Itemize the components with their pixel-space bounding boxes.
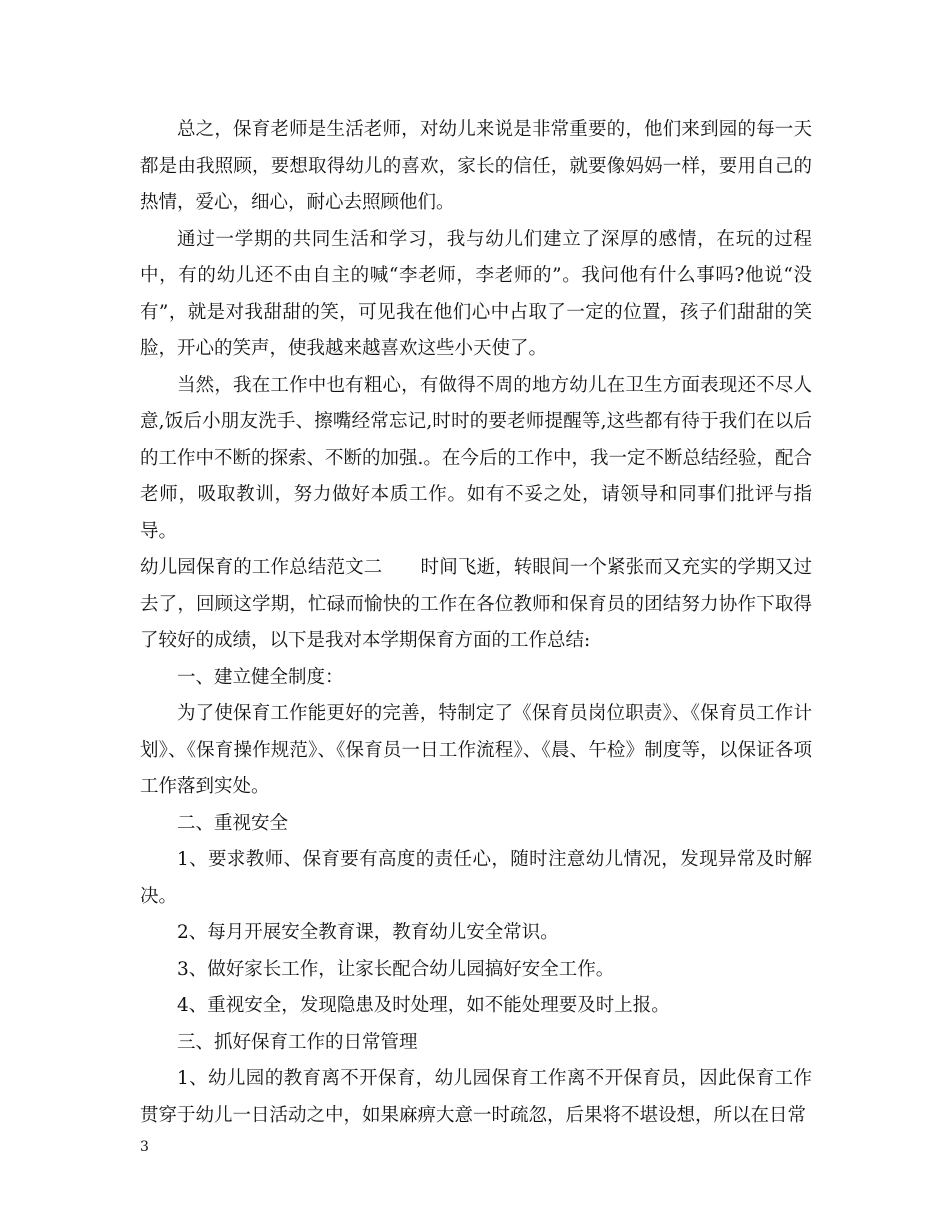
document-body [140, 112, 812, 1134]
heading-daily-management: 三、抓好保育工作的日常管理 [177, 1031, 418, 1053]
list-item-safety-3: 3、做好家长工作，让家长配合幼儿园搞好安全工作。 [177, 958, 615, 980]
list-item-management-1: 1、幼儿园的教育离不开保育，幼儿园保育工作离不开保育员，因此保育工作贯穿于幼儿一日活动之中，如果麻痹大意一时疏忽，后果将不堪设想，所以在日常 [140, 1068, 812, 1126]
paragraph-relationship: 通过一学期的共同生活和学习，我与幼儿们建立了深厚的感情，在玩的过程中，有的幼儿还不由自主的喊“李老师，李老师的”。我问他有什么事吗?他说“没有”，就是对我甜甜的笑，可见我在他们心中占取了一定的位置，孩子们甜甜的笑脸，开心的笑声，使我越来越喜欢这些小天使了。 [140, 228, 812, 359]
list-item-safety-1: 1、要求教师、保育要有高度的责任心，随时注意幼儿情况，发现异常及时解决。 [140, 849, 812, 907]
list-item-safety-2: 2、每月开展安全教育课，教育幼儿安全常识。 [177, 922, 559, 943]
paragraph-system: 为了使保育工作能更好的完善，特制定了《保育员岗位职责》、《保育员工作计划》、《保育操作规范》、《保育员一日工作流程》、《晨、午检》制度等，以保证各项工作落到实处。 [140, 703, 812, 797]
paragraph-shortcomings: 当然，我在工作中也有粗心，有做得不周的地方幼儿在卫生方面表现还不尽人意,饭后小朋友洗手、擦嘴经常忘记,时时的要老师提醒等,这些都有待于我们在以后的工作中不断的探索、不断的加强.。在今后的工作中，我一定不断总结经验，配合老师，吸取教训，努力做好本质工作。如有不妥之处，请领导和同事们批评与指导。 [140, 374, 812, 542]
heading-system: 一、建立健全制度： [177, 666, 344, 688]
page-number: 3 [140, 1139, 149, 1155]
section-intro: 时间飞逝，转眼间一个紧张而又充实的学期又过去了，回顾这学期，忙碌而愉快的工作在各位教师和保育员的团结努力协作下取得了较好的成绩，以下是我对本学期保育方面的工作总结: [140, 557, 812, 651]
list-item-safety-4: 4、重视安全，发现隐患及时处理，如不能处理要及时上报。 [177, 995, 670, 1016]
heading-safety: 二、重视安全 [177, 812, 289, 834]
section-two-opening [140, 550, 812, 660]
paragraph-summary: 总之，保育老师是生活老师，对幼儿来说是非常重要的，他们来到园的每一天都是由我照顾，要想取得幼儿的喜欢，家长的信任，就要像妈妈一样，要用自己的热情，爱心，细心，耐心去照顾他们。 [140, 119, 812, 213]
section-title: 幼儿园保育的工作总结范文二 [140, 557, 383, 578]
